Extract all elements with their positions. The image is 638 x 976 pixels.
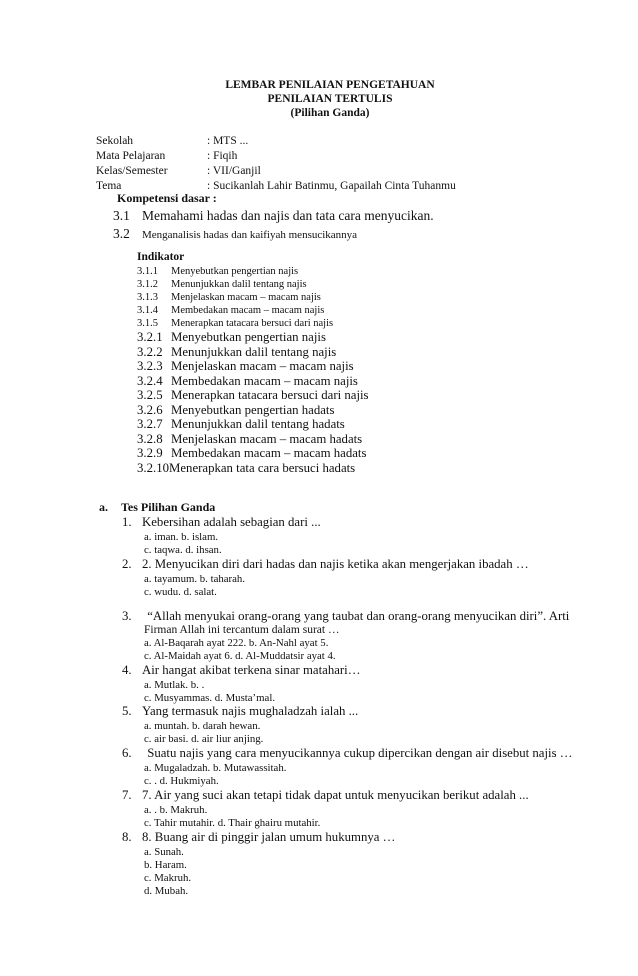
question-option: c. taqwa. d. ihsan. xyxy=(144,544,222,556)
kompetensi-number: 3.2 xyxy=(113,226,130,241)
identity-value: : MTS ... xyxy=(207,135,249,147)
question-item xyxy=(122,515,321,530)
indikator-number: 3.2.7 xyxy=(137,417,163,431)
question-option: c. Makruh. xyxy=(144,872,192,884)
question-number: 5. xyxy=(122,704,132,718)
question-item xyxy=(122,830,395,845)
question-number: 7. xyxy=(122,788,132,802)
question-option: b. Haram. xyxy=(144,859,187,871)
indikator-text: Menerapkan tatacara bersuci dari najis xyxy=(171,388,369,402)
question-text: Yang termasuk najis mughaladzah ialah ... xyxy=(142,704,359,718)
question-option: c. Musyammas. d. Musta’mal. xyxy=(144,692,276,704)
question-number: 2. xyxy=(122,557,132,571)
question-option: a. iman. b. islam. xyxy=(144,531,219,543)
identity-row xyxy=(96,149,576,164)
section-heading xyxy=(99,500,215,515)
indikator-number: 3.2.5 xyxy=(137,388,163,402)
question-text: 7. Air yang suci akan tetapi tidak dapat untuk menyucikan berikut adalah ... xyxy=(142,788,529,802)
identity-value: : Fiqih xyxy=(207,150,238,162)
indikator-text: Menjelaskan macam – macam najis xyxy=(171,359,354,373)
question-text: 2. Menyucikan diri dari hadas dan najis ketika akan mengerjakan ibadah … xyxy=(142,557,529,571)
question-item xyxy=(122,746,573,761)
header-subtitle: PENILAIAN TERTULIS xyxy=(267,93,393,105)
indikator-title: Indikator xyxy=(137,251,185,263)
indikator-number: 3.1.1 xyxy=(137,266,158,277)
question-option: c. Al-Maidah ayat 6. d. Al-Muddatsir ayat 4. xyxy=(144,650,336,662)
indikator-text: Menjelaskan macam – macam hadats xyxy=(171,431,363,446)
indikator-text: Menjelaskan macam – macam najis xyxy=(171,292,321,303)
indikator-text: Menyebutkan pengertian hadats xyxy=(171,402,335,417)
indikator-text: Membedakan macam – macam najis xyxy=(171,305,325,316)
question-option: a. tayamum. b. taharah. xyxy=(144,573,246,585)
kompetensi-title: Kompetensi dasar : xyxy=(117,191,217,205)
indikator-number: 3.1.3 xyxy=(137,292,158,303)
kompetensi-text: Menganalisis hadas dan kaifiyah mensucikannya xyxy=(142,229,358,241)
question-option: a. Al-Baqarah ayat 222. b. An-Nahl ayat 5. xyxy=(144,637,329,649)
indikator-text: Menyebutkan pengertian najis xyxy=(171,330,326,344)
identity-value: : VII/Ganjil xyxy=(207,165,261,177)
identity-row xyxy=(96,134,576,149)
question-number: 8. xyxy=(122,830,132,844)
indikator-text: Menunjukkan dalil tentang najis xyxy=(171,344,337,359)
indikator-text: Menunjukkan dalil tentang hadats xyxy=(171,417,345,431)
question-text: Kebersihan adalah sebagian dari ... xyxy=(142,515,321,529)
indikator-number: 3.1.5 xyxy=(137,318,158,329)
indikator-text: Menerapkan tata cara bersuci hadats xyxy=(169,460,356,475)
question-option: a. . b. Makruh. xyxy=(144,804,208,816)
question-option: c. wudu. d. salat. xyxy=(144,586,217,598)
question-number: 6. xyxy=(122,746,132,760)
question-option: a. muntah. b. darah hewan. xyxy=(144,720,261,732)
indikator-number: 3.2.4 xyxy=(137,373,163,388)
question-item xyxy=(122,788,529,803)
kompetensi-item xyxy=(113,225,357,244)
question-option: a. Mutlak. b. . xyxy=(144,679,205,691)
indikator-text: Membedakan macam – macam najis xyxy=(171,373,358,388)
question-number: 4. xyxy=(122,663,132,677)
question-text: 8. Buang air di pinggir jalan umum hukumnya … xyxy=(142,830,396,844)
question-number: 3. xyxy=(122,609,132,623)
question-item xyxy=(122,663,361,678)
header-title: LEMBAR PENILAIAN PENGETAHUAN xyxy=(225,79,435,91)
question-text: Suatu najis yang cara menyucikannya cukup dipercikan dengan air disebut najis … xyxy=(144,746,573,760)
identity-label: Kelas/Semester xyxy=(96,165,168,177)
identity-table xyxy=(96,134,576,194)
document-header xyxy=(0,78,638,120)
question-option: a. Sunah. xyxy=(144,846,184,858)
identity-label: Tema xyxy=(96,180,122,192)
identity-value: : Sucikanlah Lahir Batinmu, Gapailah Cinta Tuhanmu xyxy=(207,180,456,192)
indikator-text: Membedakan macam – macam hadats xyxy=(171,446,367,460)
question-continuation: Firman Allah ini tercantum dalam surat … xyxy=(144,624,340,636)
indikator-number: 3.2.10 xyxy=(137,460,169,475)
indikator-number: 3.2.8 xyxy=(137,431,163,446)
question-text: “Allah menyukai orang-orang yang taubat dan orang-orang menyucikan diri”. Arti xyxy=(144,609,570,623)
indikator-text: Menerapkan tatacara bersuci dari najis xyxy=(171,318,334,329)
indikator-number: 3.2.3 xyxy=(137,359,163,373)
indikator-number: 3.2.6 xyxy=(137,402,163,417)
indikator-number: 3.2.1 xyxy=(137,330,163,344)
indikator-number: 3.1.2 xyxy=(137,279,158,290)
question-item xyxy=(122,609,569,624)
identity-row xyxy=(96,164,576,179)
question-item xyxy=(122,557,529,572)
indikator-number: 3.2.2 xyxy=(137,344,163,359)
question-option: c. air basi. d. air liur anjing. xyxy=(144,733,264,745)
question-option: d. Mubah. xyxy=(144,885,189,897)
identity-label: Sekolah xyxy=(96,135,134,147)
question-option: c. Tahir mutahir. d. Thair ghairu mutahir. xyxy=(144,817,321,829)
kompetensi-item xyxy=(113,207,434,224)
question-option: c. . d. Hukmiyah. xyxy=(144,775,219,787)
section-letter: a. xyxy=(99,500,108,514)
identity-label: Mata Pelajaran xyxy=(96,150,166,162)
question-option: a. Mugaladzah. b. Mutawassitah. xyxy=(144,762,287,774)
section-title: Tes Pilihan Ganda xyxy=(121,500,216,514)
question-text: Air hangat akibat terkena sinar matahari… xyxy=(142,663,361,677)
indikator-number: 3.2.9 xyxy=(137,446,163,460)
indikator-text: Menunjukkan dalil tentang najis xyxy=(171,279,307,290)
question-item xyxy=(122,704,358,719)
header-type: (Pilihan Ganda) xyxy=(290,107,370,119)
indikator-text: Menyebutkan pengertian najis xyxy=(171,266,299,277)
question-number: 1. xyxy=(122,515,132,529)
kompetensi-number: 3.1 xyxy=(113,208,130,223)
kompetensi-text: Memahami hadas dan najis dan tata cara menyucikan. xyxy=(142,208,434,223)
indikator-number: 3.1.4 xyxy=(137,305,158,316)
